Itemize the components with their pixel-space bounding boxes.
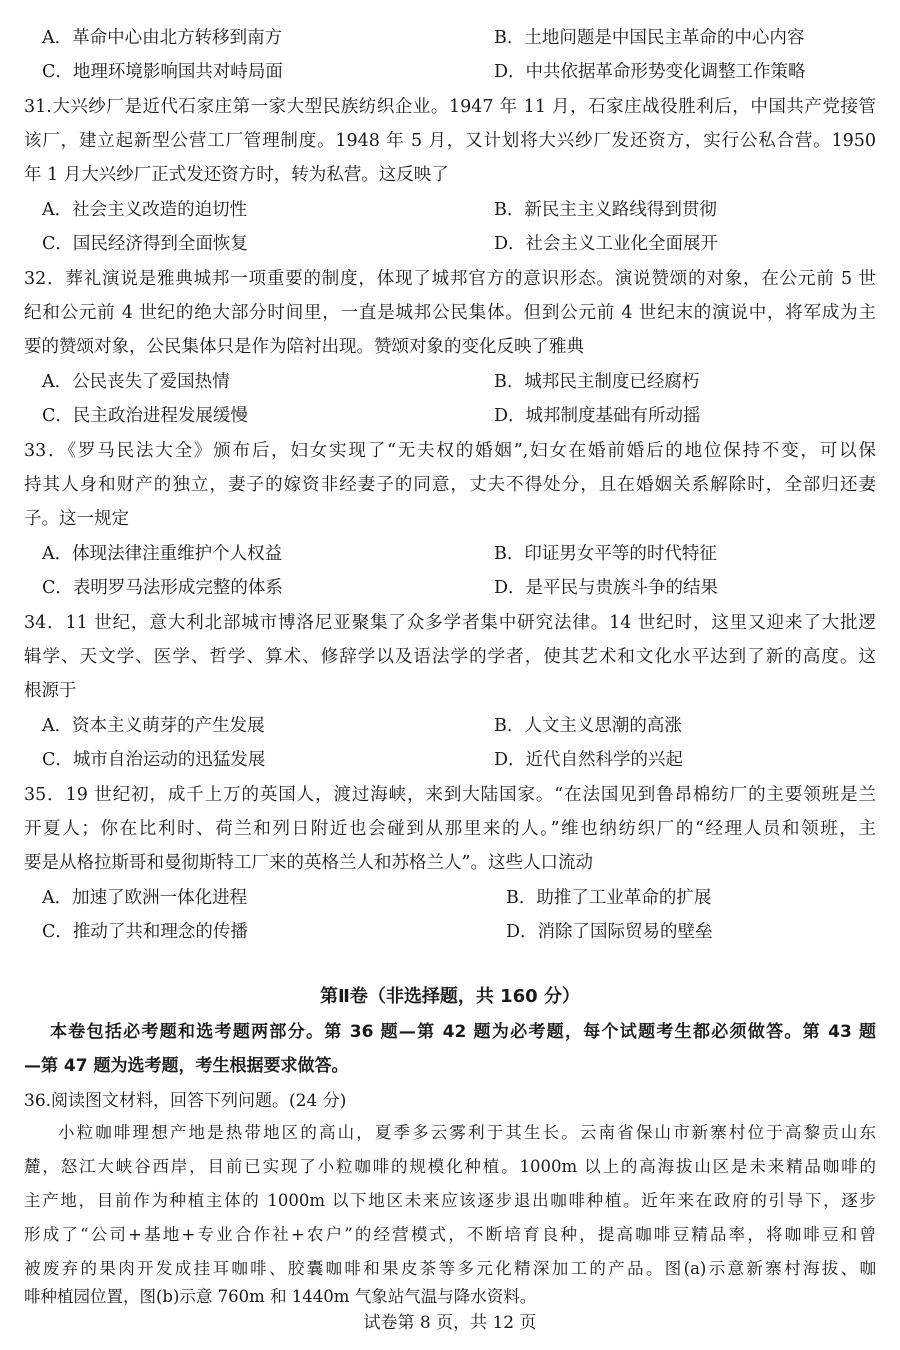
q33-stem-line-1: 33．《罗马民法大全》颁布后，妇女实现了“无夫权的婚姻”,妇女在婚前婚后的地位保持不变，可以保 (24, 441, 876, 461)
q31-option-c: C．国民经济得到全面恢复 (42, 234, 248, 254)
q33-option-a: A．体现法律注重维护个人权益 (42, 544, 283, 564)
q32-option-c: C．民主政治进程发展缓慢 (42, 406, 248, 426)
q34-option-b: B．人文主义思潮的高涨 (494, 716, 682, 736)
q32-stem-line-2: 纪和公元前 4 世纪的绝大部分时间里，一直是城邦公民集体。但到公元前 4 世纪末的演说中，将军成为主 (24, 303, 876, 323)
q30-option-c: C．地理环境影响国共对峙局面 (42, 62, 283, 82)
q34-option-a: A．资本主义萌芽的产生发展 (42, 716, 265, 736)
q32-option-d: D．城邦制度基础有所动摇 (494, 406, 701, 426)
q34-option-d: D．近代自然科学的兴起 (494, 750, 684, 770)
q35-stem-line-1: 35．19 世纪初，成千上万的英国人，渡过海峡，来到大陆国家。“在法国见到鲁昂棉纺厂的主要领班是兰 (24, 785, 876, 805)
q34-stem-line-3: 根源于 (24, 681, 77, 701)
q34-stem-line-2: 辑学、天文学、医学、哲学、算术、修辞学以及语法学的学者，使其艺术和文化水平达到了新的高度。这 (24, 647, 876, 667)
q33-stem-line-2: 持其人身和财产的独立，妻子的嫁资非经妻子的同意，丈夫不得处分，且在婚姻关系解除时，全部归还妻 (24, 475, 876, 495)
q32-option-b: B．城邦民主制度已经腐朽 (494, 372, 700, 392)
q31-stem-line-3: 年 1 月大兴纱厂正式发还资方时，转为私营。这反映了 (24, 165, 449, 185)
q36-material-line-5: 被废弃的果肉开发成挂耳咖啡、胶囊咖啡和果皮茶等多元化精深加工的产品。图(a)示意新寨村海拔、咖 (24, 1259, 876, 1278)
q36-material-line-6: 啡种植园位置，图(b)示意 760m 和 1440m 气象站气温与降水资料。 (24, 1287, 537, 1306)
q32-stem-line-3: 要的赞颂对象，公民集体只是作为陪衬出现。赞颂对象的变化反映了雅典 (24, 337, 584, 357)
q35-option-d: D．消除了国际贸易的壁垒 (506, 922, 713, 942)
section-intro-line-1: 本卷包括必考题和选考题两部分。第 36 题—第 42 题为必考题，每个试题考生都必须做答。第 43 题 (50, 1022, 876, 1042)
q36-material-line-4: 形成了“公司+基地+专业合作社+农户”的经营模式，不断培育良种，提高咖啡豆精品率，将咖啡豆和曾 (24, 1225, 876, 1244)
q36-material-line-1: 小粒咖啡理想产地是热带地区的高山，夏季多云雾利于其生长。云南省保山市新寨村位于高黎贡山东 (58, 1123, 876, 1142)
q35-option-c: C．推动了共和理念的传播 (42, 922, 248, 942)
q30-option-d: D．中共依据革命形势变化调整工作策略 (494, 62, 806, 82)
q35-option-a: A．加速了欧洲一体化进程 (42, 888, 248, 908)
q31-stem-line-1: 31.大兴纱厂是近代石家庄第一家大型民族纺织企业。1947 年 11 月，石家庄战役胜利后，中国共产党接管 (24, 97, 876, 117)
q35-stem-line-3: 要是从格拉斯哥和曼彻斯特工厂来的英格兰人和苏格兰人”。这些人口流动 (24, 853, 593, 873)
q31-stem-line-2: 该厂，建立起新型公营工厂管理制度。1948 年 5 月，又计划将大兴纱厂发还资方，实行公私合营。1950 (24, 131, 876, 151)
q34-stem-line-1: 34．11 世纪，意大利北部城市博洛尼亚聚集了众多学者集中研究法律。14 世纪时，这里又迎来了大批逻 (24, 613, 876, 633)
q36-stem: 36.阅读图文材料，回答下列问题。(24 分) (24, 1091, 347, 1111)
q31-option-d: D．社会主义工业化全面展开 (494, 234, 719, 254)
section-intro-line-2: —第 47 题为选考题，考生根据要求做答。 (24, 1056, 349, 1076)
q31-option-a: A．社会主义改造的迫切性 (42, 200, 248, 220)
q30-option-a: A．革命中心由北方转移到南方 (42, 28, 283, 48)
q34-option-c: C．城市自治运动的迅猛发展 (42, 750, 266, 770)
q35-option-b: B．助推了工业革命的扩展 (506, 888, 712, 908)
page-footer: 试卷第 8 页，共 12 页 (363, 1313, 537, 1333)
q36-material-line-3: 主产地，目前作为种植主体的 1000m 以下地区未来应该逐步退出咖啡种植。近年来在政府的引导下，逐步 (24, 1191, 876, 1210)
q30-option-b: B．土地问题是中国民主革命的中心内容 (494, 28, 805, 48)
q33-stem-line-3: 子。这一规定 (24, 509, 129, 529)
q32-option-a: A．公民丧失了爱国热情 (42, 372, 230, 392)
q33-option-c: C．表明罗马法形成完整的体系 (42, 578, 283, 598)
q35-stem-line-2: 开夏人；你在比利时、荷兰和列日附近也会碰到从那里来的人。”维也纳纺织厂的“经理人员和领班，主 (24, 819, 876, 839)
q36-material-line-2: 麓，怒江大峡谷西岸，目前已实现了小粒咖啡的规模化种植。1000m 以上的高海拔山区是未来精品咖啡的 (24, 1157, 876, 1176)
section-title: 第Ⅱ卷（非选择题，共 160 分） (320, 986, 580, 1007)
q33-option-d: D．是平民与贵族斗争的结果 (494, 578, 719, 598)
q33-option-b: B．印证男女平等的时代特征 (494, 544, 717, 564)
q31-option-b: B．新民主主义路线得到贯彻 (494, 200, 717, 220)
q32-stem-line-1: 32．葬礼演说是雅典城邦一项重要的制度，体现了城邦官方的意识形态。演说赞颂的对象，在公元前 5 世 (24, 269, 876, 289)
